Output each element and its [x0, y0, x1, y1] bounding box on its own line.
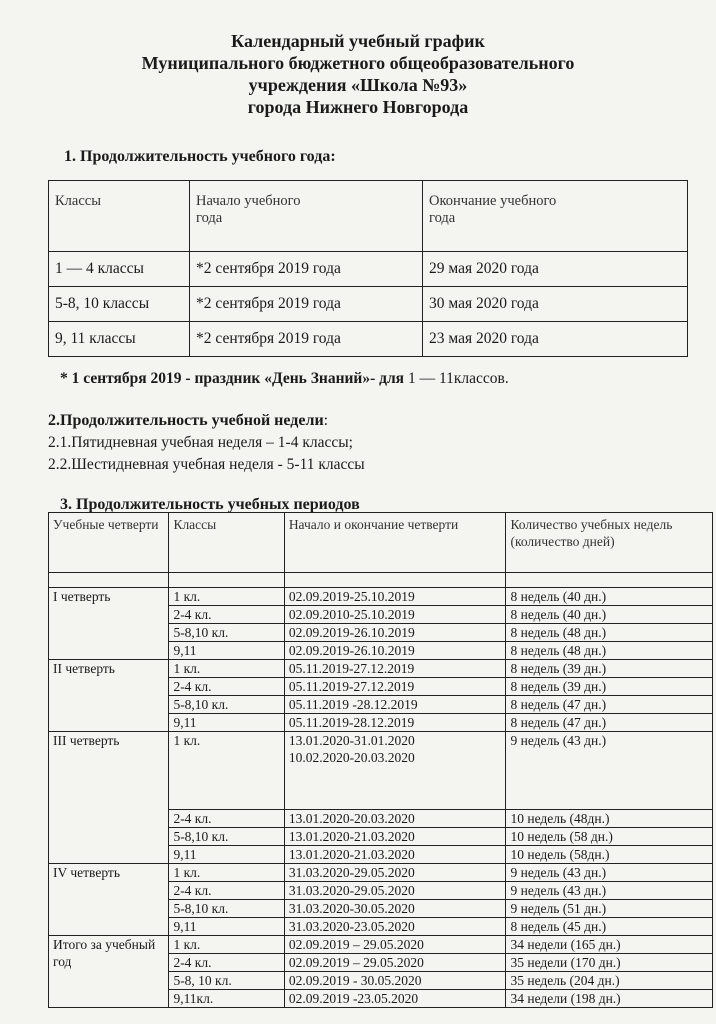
- header-cell: Количество учебных недель (количество дней): [506, 513, 713, 573]
- class-cell: 9,11кл.: [169, 990, 284, 1008]
- weeks-cell: 34 недели (165 дн.): [506, 936, 713, 954]
- quarter-label: I четверть: [49, 588, 169, 660]
- dates-cell: 05.11.2019-27.12.2019: [284, 678, 506, 696]
- weeks-cell: 8 недель (39 дн.): [506, 660, 713, 678]
- cell: *2 сентября 2019 года: [190, 322, 423, 357]
- quarter-label: Итого за учебный год: [49, 936, 169, 1008]
- dates-cell: 31.03.2020-29.05.2020: [284, 882, 506, 900]
- weeks-cell: 34 недели (198 дн.): [506, 990, 713, 1008]
- weeks-cell: 8 недель (47 дн.): [506, 714, 713, 732]
- class-cell: 5-8,10 кл.: [169, 900, 284, 918]
- table-row: [49, 252, 688, 287]
- class-cell: 5-8, 10 кл.: [169, 972, 284, 990]
- cell: 9, 11 классы: [49, 322, 190, 357]
- cell: 30 мая 2020 года: [423, 287, 688, 322]
- class-cell: 2-4 кл.: [169, 678, 284, 696]
- weeks-cell: 10 недель (48дн.): [506, 810, 713, 828]
- dates-cell: 31.03.2020-30.05.2020: [284, 900, 506, 918]
- dates-cell: 02.09.2010-25.10.2019: [284, 606, 506, 624]
- weeks-cell: 9 недель (43 дн.): [506, 864, 713, 882]
- knowledge-day-note: [60, 370, 509, 388]
- class-cell: 2-4 кл.: [169, 882, 284, 900]
- table-header-row: [49, 181, 688, 252]
- class-cell: 9,11: [169, 642, 284, 660]
- dates-cell: 13.01.2020-21.03.2020: [284, 846, 506, 864]
- class-cell: 2-4 кл.: [169, 606, 284, 624]
- title-line-2: Муниципального бюджетного общеобразовательного: [141, 53, 575, 73]
- class-cell: 1 кл.: [169, 864, 284, 882]
- weeks-cell: 10 недель (58 дн.): [506, 828, 713, 846]
- table-header-row: [49, 513, 713, 573]
- dates-cell: 13.01.2020-21.03.2020: [284, 828, 506, 846]
- table-row: [49, 732, 713, 810]
- weeks-cell: 35 недель (204 дн.): [506, 972, 713, 990]
- header-cell: Окончание учебного года: [423, 181, 688, 252]
- class-cell: 5-8,10 кл.: [169, 828, 284, 846]
- spacer-cell: [49, 573, 169, 588]
- dates-cell: 02.09.2019 – 29.05.2020: [284, 936, 506, 954]
- table-row: [49, 864, 713, 882]
- table-row: [49, 660, 713, 678]
- cell: *2 сентября 2019 года: [190, 252, 423, 287]
- cell: 29 мая 2020 года: [423, 252, 688, 287]
- dates-cell: 02.09.2019 – 29.05.2020: [284, 954, 506, 972]
- class-cell: 1 кл.: [169, 588, 284, 606]
- table-row: [49, 588, 713, 606]
- section2-heading-text: 2.Продолжительность учебной недели: [48, 412, 324, 429]
- dates-cell: 13.01.2020-20.03.2020: [284, 810, 506, 828]
- weeks-cell: 8 недель (39 дн.): [506, 678, 713, 696]
- spacer-cell: [506, 573, 713, 588]
- cell: *2 сентября 2019 года: [190, 287, 423, 322]
- class-cell: 1 кл.: [169, 660, 284, 678]
- dates-cell: 31.03.2020-29.05.2020: [284, 864, 506, 882]
- dates-cell: 02.09.2019-26.10.2019: [284, 642, 506, 660]
- class-cell: 9,11: [169, 846, 284, 864]
- weeks-cell: 8 недель (45 дн.): [506, 918, 713, 936]
- class-cell: 1 кл.: [169, 732, 284, 810]
- dates-cell: 31.03.2020-23.05.2020: [284, 918, 506, 936]
- cell: 23 мая 2020 года: [423, 322, 688, 357]
- week-line-1: 2.1.Пятидневная учебная неделя – 1-4 классы;: [48, 434, 353, 451]
- weeks-cell: 9 недель (51 дн.): [506, 900, 713, 918]
- weeks-cell: 8 недель (47 дн.): [506, 696, 713, 714]
- table-row: [49, 287, 688, 322]
- spacer-row: [49, 573, 713, 588]
- header-cell: Классы: [49, 181, 190, 252]
- dates-cell: 02.09.2019 -23.05.2020: [284, 990, 506, 1008]
- document-title: [0, 30, 716, 118]
- title-line-4: города Нижнего Новгорода: [247, 97, 469, 117]
- spacer-cell: [284, 573, 506, 588]
- header-cell: Учебные четверти: [49, 513, 169, 573]
- note-rest: 1 — 11классов.: [404, 370, 509, 387]
- dates-cell: 02.09.2019-26.10.2019: [284, 624, 506, 642]
- weeks-cell: 9 недель (43 дн.): [506, 882, 713, 900]
- dates-cell: 05.11.2019-27.12.2019: [284, 660, 506, 678]
- section2-heading: [48, 412, 328, 430]
- weeks-cell: 35 недели (170 дн.): [506, 954, 713, 972]
- periods-table: [48, 512, 713, 1008]
- class-cell: 9,11: [169, 714, 284, 732]
- quarter-label: II четверть: [49, 660, 169, 732]
- class-cell: 5-8,10 кл.: [169, 696, 284, 714]
- weeks-cell: 8 недель (48 дн.): [506, 624, 713, 642]
- quarter-label: III четверть: [49, 732, 169, 864]
- section1-heading: 1. Продолжительность учебного года:: [64, 148, 336, 165]
- dates-cell: 13.01.2020-31.01.2020 10.02.2020-20.03.2020: [284, 732, 506, 810]
- class-cell: 1 кл.: [169, 936, 284, 954]
- dates-cell: 05.11.2019-28.12.2019: [284, 714, 506, 732]
- year-duration-table: [48, 180, 688, 357]
- weeks-cell: 8 недель (48 дн.): [506, 642, 713, 660]
- spacer-cell: [169, 573, 284, 588]
- quarter-label: IV четверть: [49, 864, 169, 936]
- header-cell: Начало и окончание четверти: [284, 513, 506, 573]
- weeks-cell: 10 недель (58дн.): [506, 846, 713, 864]
- class-cell: 5-8,10 кл.: [169, 624, 284, 642]
- weeks-cell: 9 недель (43 дн.): [506, 732, 713, 810]
- class-cell: 9,11: [169, 918, 284, 936]
- title-line-1: Календарный учебный график: [231, 31, 485, 51]
- cell: 1 — 4 классы: [49, 252, 190, 287]
- dates-cell: 02.09.2019-25.10.2019: [284, 588, 506, 606]
- header-cell: Начало учебного года: [190, 181, 423, 252]
- section3-heading: 3. Продолжительность учебных периодов: [60, 496, 360, 513]
- dates-cell: 02.09.2019 - 30.05.2020: [284, 972, 506, 990]
- weeks-cell: 8 недель (40 дн.): [506, 588, 713, 606]
- table-row: [49, 936, 713, 954]
- section2-colon: :: [323, 412, 329, 429]
- class-cell: 2-4 кл.: [169, 810, 284, 828]
- dates-cell: 05.11.2019 -28.12.2019: [284, 696, 506, 714]
- weeks-cell: 8 недель (40 дн.): [506, 606, 713, 624]
- week-line-2: 2.2.Шестидневная учебная неделя - 5-11 классы: [48, 456, 365, 473]
- title-line-3: учреждения «Школа №93»: [248, 75, 468, 95]
- class-cell: 2-4 кл.: [169, 954, 284, 972]
- header-cell: Классы: [169, 513, 284, 573]
- table-row: [49, 322, 688, 357]
- cell: 5-8, 10 классы: [49, 287, 190, 322]
- note-bold: * 1 сентября 2019 - праздник «День Знаний»- для: [60, 370, 405, 387]
